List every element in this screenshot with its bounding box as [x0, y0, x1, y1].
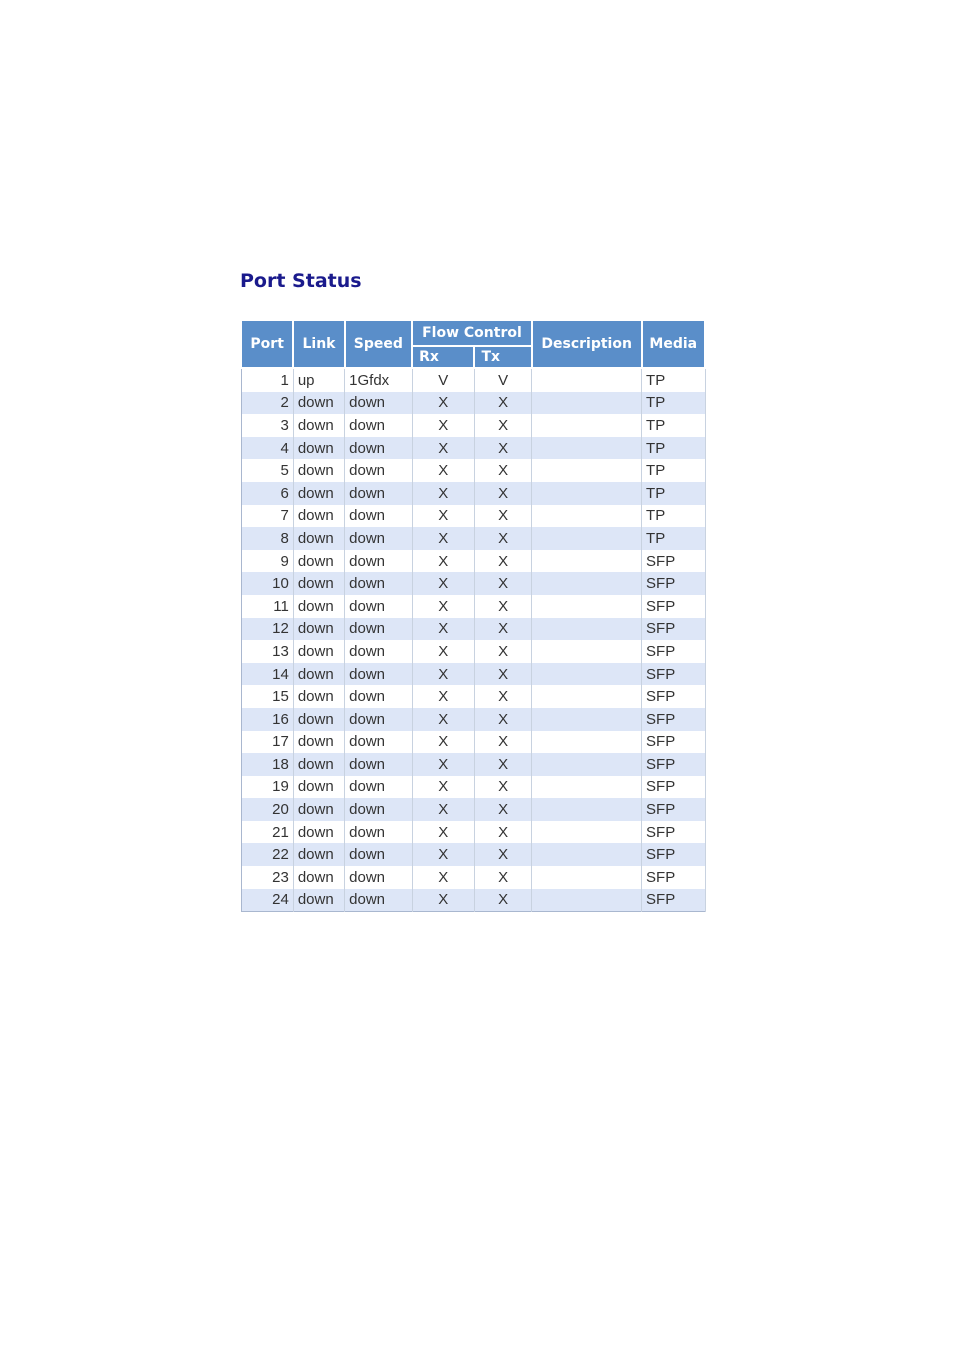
description-cell [532, 482, 642, 505]
description-cell [532, 731, 642, 754]
speed-cell: down [345, 505, 412, 528]
description-cell [532, 527, 642, 550]
speed-cell: down [345, 527, 412, 550]
media-cell: TP [642, 414, 705, 437]
port-cell: 7 [241, 505, 293, 528]
table-row [241, 392, 705, 415]
table-row [241, 640, 705, 663]
flow-control-rx-cell: X [412, 640, 474, 663]
table-row [241, 843, 705, 866]
description-cell [532, 663, 642, 686]
link-status-cell: down [293, 753, 344, 776]
table-row [241, 866, 705, 889]
flow-control-tx-cell: X [474, 595, 531, 618]
flow-control-rx-cell: X [412, 708, 474, 731]
port-cell: 14 [241, 663, 293, 686]
flow-control-tx-cell: X [474, 731, 531, 754]
speed-cell: down [345, 685, 412, 708]
flow-control-rx-cell: X [412, 798, 474, 821]
port-cell: 18 [241, 753, 293, 776]
speed-cell: down [345, 889, 412, 912]
flow-control-tx-cell: X [474, 527, 531, 550]
media-cell: SFP [642, 843, 705, 866]
speed-cell: down [345, 663, 412, 686]
link-status-cell: down [293, 798, 344, 821]
flow-control-tx-cell: X [474, 392, 531, 415]
port-cell: 22 [241, 843, 293, 866]
link-status-cell: down [293, 685, 344, 708]
header-row-primary [241, 320, 705, 346]
description-cell [532, 414, 642, 437]
flow-control-rx-cell: X [412, 889, 474, 912]
speed-cell: down [345, 866, 412, 889]
link-status-cell: down [293, 866, 344, 889]
flow-control-rx-cell: X [412, 459, 474, 482]
media-cell: TP [642, 437, 705, 460]
flow-control-tx-cell: V [474, 368, 531, 392]
table-row [241, 776, 705, 799]
media-cell: TP [642, 482, 705, 505]
flow-control-rx-cell: X [412, 776, 474, 799]
description-cell [532, 866, 642, 889]
table-row [241, 437, 705, 460]
speed-cell: down [345, 753, 412, 776]
link-status-cell: down [293, 482, 344, 505]
media-cell: SFP [642, 572, 705, 595]
media-cell: TP [642, 459, 705, 482]
flow-control-rx-cell: X [412, 663, 474, 686]
description-cell [532, 753, 642, 776]
link-status-cell: down [293, 776, 344, 799]
speed-cell: down [345, 595, 412, 618]
col-header-media: Media [642, 320, 705, 368]
flow-control-tx-cell: X [474, 708, 531, 731]
col-header-description: Description [532, 320, 642, 368]
link-status-cell: down [293, 505, 344, 528]
flow-control-tx-cell: X [474, 505, 531, 528]
link-status-cell: down [293, 392, 344, 415]
flow-control-rx-cell: X [412, 392, 474, 415]
port-cell: 2 [241, 392, 293, 415]
port-cell: 3 [241, 414, 293, 437]
flow-control-rx-cell: X [412, 572, 474, 595]
media-cell: SFP [642, 708, 705, 731]
flow-control-rx-cell: X [412, 685, 474, 708]
description-cell [532, 459, 642, 482]
media-cell: SFP [642, 753, 705, 776]
flow-control-tx-cell: X [474, 550, 531, 573]
description-cell [532, 776, 642, 799]
flow-control-tx-cell: X [474, 753, 531, 776]
col-header-rx: Rx [412, 346, 474, 368]
flow-control-tx-cell: X [474, 414, 531, 437]
speed-cell: down [345, 550, 412, 573]
media-cell: TP [642, 368, 705, 392]
media-cell: SFP [642, 889, 705, 912]
link-status-cell: down [293, 843, 344, 866]
flow-control-rx-cell: X [412, 866, 474, 889]
flow-control-tx-cell: X [474, 798, 531, 821]
media-cell: TP [642, 392, 705, 415]
table-row [241, 618, 705, 641]
media-cell: SFP [642, 595, 705, 618]
table-row [241, 753, 705, 776]
link-status-cell: down [293, 595, 344, 618]
link-status-cell: down [293, 550, 344, 573]
link-status-cell: down [293, 708, 344, 731]
flow-control-tx-cell: X [474, 663, 531, 686]
flow-control-tx-cell: X [474, 821, 531, 844]
port-cell: 17 [241, 731, 293, 754]
speed-cell: down [345, 459, 412, 482]
flow-control-rx-cell: X [412, 482, 474, 505]
description-cell [532, 392, 642, 415]
speed-cell: down [345, 731, 412, 754]
port-cell: 6 [241, 482, 293, 505]
table-row [241, 414, 705, 437]
table-row [241, 550, 705, 573]
port-cell: 10 [241, 572, 293, 595]
flow-control-rx-cell: V [412, 368, 474, 392]
port-cell: 9 [241, 550, 293, 573]
table-row [241, 527, 705, 550]
description-cell [532, 640, 642, 663]
link-status-cell: down [293, 459, 344, 482]
description-cell [532, 889, 642, 912]
media-cell: SFP [642, 685, 705, 708]
speed-cell: down [345, 572, 412, 595]
speed-cell: down [345, 821, 412, 844]
description-cell [532, 437, 642, 460]
speed-cell: down [345, 392, 412, 415]
description-cell [532, 821, 642, 844]
flow-control-tx-cell: X [474, 640, 531, 663]
table-body [241, 368, 705, 912]
flow-control-rx-cell: X [412, 821, 474, 844]
port-cell: 12 [241, 618, 293, 641]
description-cell [532, 798, 642, 821]
media-cell: SFP [642, 640, 705, 663]
flow-control-rx-cell: X [412, 414, 474, 437]
col-header-port: Port [241, 320, 293, 368]
description-cell [532, 708, 642, 731]
port-cell: 16 [241, 708, 293, 731]
table-row [241, 595, 705, 618]
media-cell: SFP [642, 776, 705, 799]
speed-cell: down [345, 618, 412, 641]
link-status-cell: down [293, 731, 344, 754]
flow-control-tx-cell: X [474, 866, 531, 889]
table-row [241, 821, 705, 844]
media-cell: TP [642, 505, 705, 528]
media-cell: SFP [642, 618, 705, 641]
port-cell: 4 [241, 437, 293, 460]
link-status-cell: down [293, 618, 344, 641]
link-status-cell: down [293, 527, 344, 550]
port-cell: 21 [241, 821, 293, 844]
table-header [241, 320, 705, 368]
speed-cell: down [345, 776, 412, 799]
table-row [241, 505, 705, 528]
speed-cell: down [345, 640, 412, 663]
table-row [241, 685, 705, 708]
media-cell: SFP [642, 866, 705, 889]
flow-control-rx-cell: X [412, 843, 474, 866]
port-cell: 11 [241, 595, 293, 618]
link-status-cell: down [293, 414, 344, 437]
col-header-speed: Speed [345, 320, 412, 368]
link-status-cell: down [293, 889, 344, 912]
speed-cell: down [345, 708, 412, 731]
speed-cell: down [345, 437, 412, 460]
table-row [241, 572, 705, 595]
col-header-link: Link [293, 320, 344, 368]
media-cell: SFP [642, 731, 705, 754]
col-header-flow-control: Flow Control [412, 320, 532, 346]
link-status-cell: down [293, 640, 344, 663]
speed-cell: down [345, 482, 412, 505]
flow-control-rx-cell: X [412, 753, 474, 776]
description-cell [532, 368, 642, 392]
port-cell: 8 [241, 527, 293, 550]
speed-cell: down [345, 843, 412, 866]
flow-control-tx-cell: X [474, 889, 531, 912]
page-title: Port Status [240, 270, 362, 292]
flow-control-tx-cell: X [474, 482, 531, 505]
flow-control-tx-cell: X [474, 776, 531, 799]
link-status-cell: down [293, 663, 344, 686]
speed-cell: 1Gfdx [345, 368, 412, 392]
media-cell: TP [642, 527, 705, 550]
flow-control-rx-cell: X [412, 618, 474, 641]
link-status-cell: up [293, 368, 344, 392]
flow-control-rx-cell: X [412, 731, 474, 754]
speed-cell: down [345, 414, 412, 437]
table-row [241, 708, 705, 731]
media-cell: SFP [642, 821, 705, 844]
flow-control-rx-cell: X [412, 437, 474, 460]
speed-cell: down [345, 798, 412, 821]
flow-control-rx-cell: X [412, 595, 474, 618]
description-cell [532, 843, 642, 866]
link-status-cell: down [293, 572, 344, 595]
flow-control-tx-cell: X [474, 459, 531, 482]
port-cell: 19 [241, 776, 293, 799]
port-cell: 20 [241, 798, 293, 821]
flow-control-tx-cell: X [474, 437, 531, 460]
flow-control-rx-cell: X [412, 505, 474, 528]
flow-control-tx-cell: X [474, 685, 531, 708]
col-header-tx: Tx [474, 346, 531, 368]
table-row [241, 368, 705, 392]
port-cell: 1 [241, 368, 293, 392]
table-row [241, 889, 705, 912]
media-cell: SFP [642, 663, 705, 686]
media-cell: SFP [642, 550, 705, 573]
table-row [241, 482, 705, 505]
link-status-cell: down [293, 821, 344, 844]
description-cell [532, 572, 642, 595]
description-cell [532, 618, 642, 641]
flow-control-tx-cell: X [474, 572, 531, 595]
port-status-table [240, 319, 706, 912]
flow-control-tx-cell: X [474, 618, 531, 641]
media-cell: SFP [642, 798, 705, 821]
flow-control-rx-cell: X [412, 527, 474, 550]
link-status-cell: down [293, 437, 344, 460]
port-cell: 23 [241, 866, 293, 889]
description-cell [532, 685, 642, 708]
port-cell: 5 [241, 459, 293, 482]
flow-control-rx-cell: X [412, 550, 474, 573]
description-cell [532, 550, 642, 573]
description-cell [532, 595, 642, 618]
port-cell: 24 [241, 889, 293, 912]
description-cell [532, 505, 642, 528]
port-cell: 15 [241, 685, 293, 708]
table-row [241, 798, 705, 821]
table-row [241, 731, 705, 754]
table-row [241, 663, 705, 686]
flow-control-tx-cell: X [474, 843, 531, 866]
port-cell: 13 [241, 640, 293, 663]
table-row [241, 459, 705, 482]
